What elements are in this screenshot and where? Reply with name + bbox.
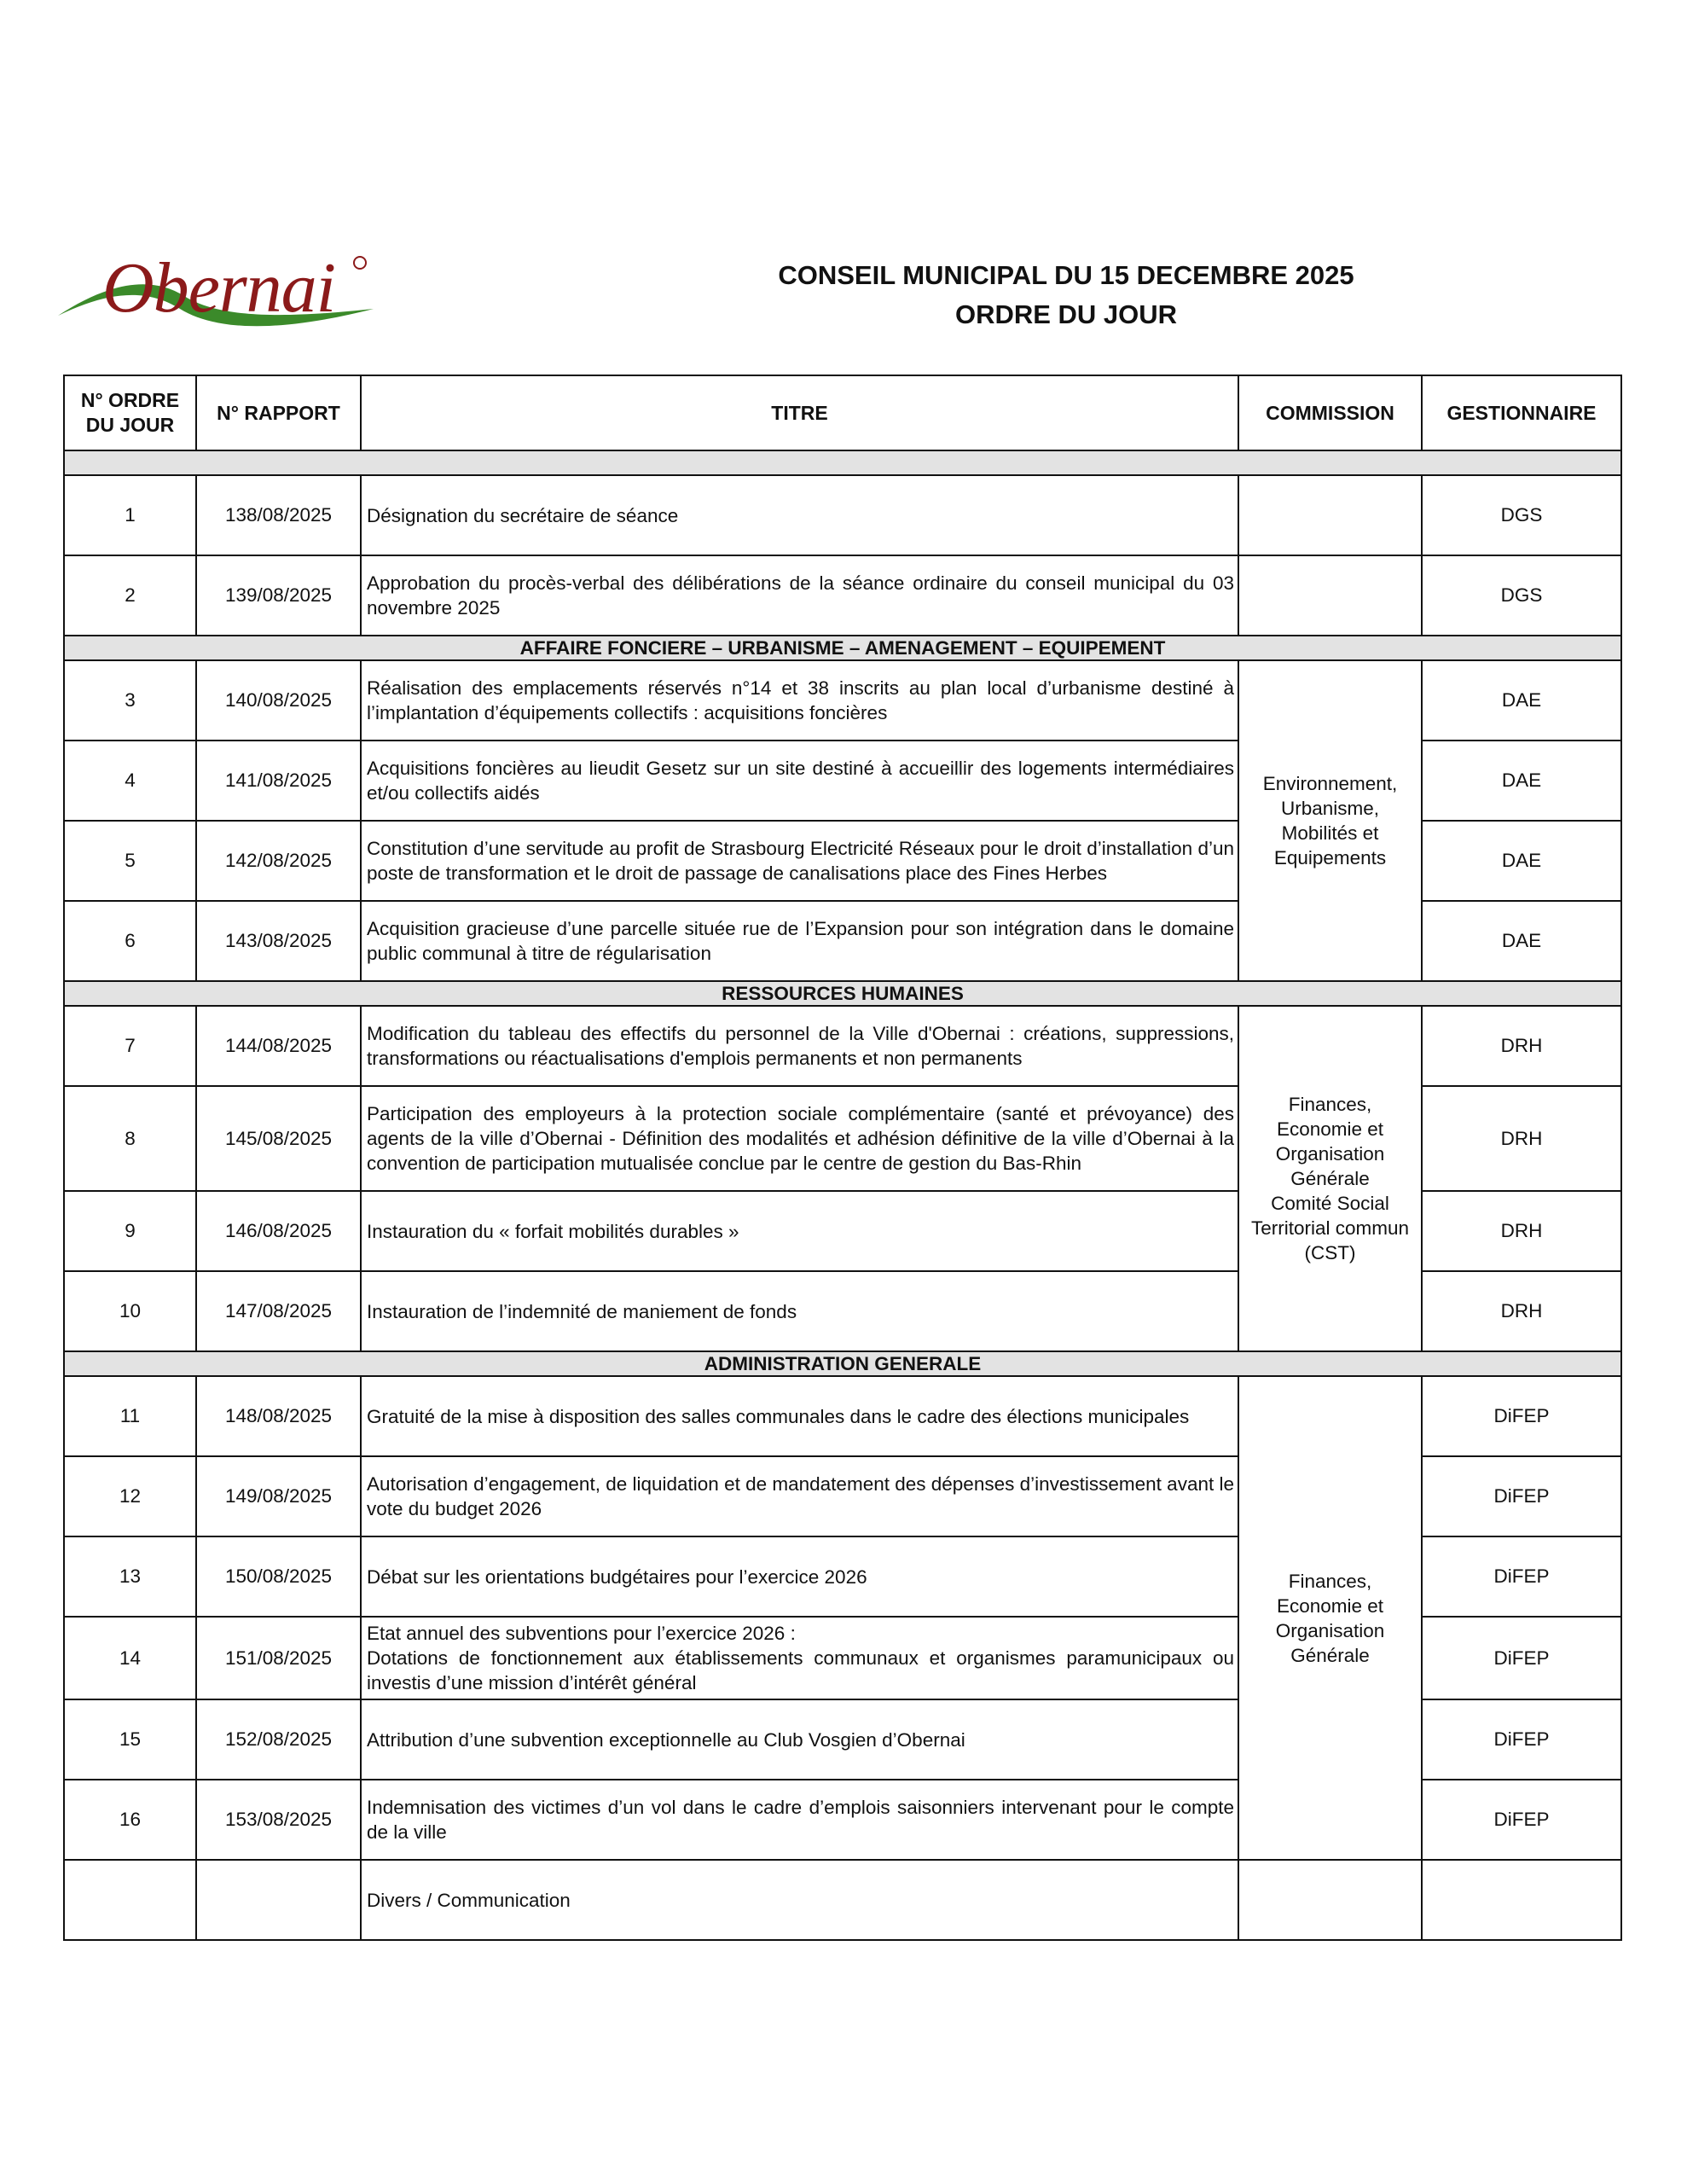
titre-line: Etat annuel des subventions pour l’exercice 2026 : xyxy=(367,1623,796,1644)
cell-num: 9 xyxy=(64,1191,196,1271)
page-title xyxy=(648,256,1484,334)
obernai-logo xyxy=(56,249,380,334)
cell-gestionnaire: DAE xyxy=(1422,901,1621,981)
cell-gestionnaire: DRH xyxy=(1422,1271,1621,1351)
cell-commission xyxy=(1238,475,1422,555)
commission-line: Urbanisme, xyxy=(1280,798,1380,819)
cell-titre: Désignation du secrétaire de séance xyxy=(361,475,1238,555)
cell-gestionnaire: DRH xyxy=(1422,1191,1621,1271)
cell-num: 4 xyxy=(64,741,196,821)
title-line-1: CONSEIL MUNICIPAL DU 15 DECEMBRE 2025 xyxy=(778,260,1354,290)
cell-titre: Débat sur les orientations budgétaires pour l’exercice 2026 xyxy=(361,1536,1238,1617)
col-header-titre: TITRE xyxy=(361,375,1238,450)
cell-num: 8 xyxy=(64,1086,196,1191)
section-row xyxy=(64,981,1621,1006)
cell-titre: Gratuité de la mise à disposition des salles communales dans le cadre des élections municipales xyxy=(361,1376,1238,1456)
cell-num: 1 xyxy=(64,475,196,555)
cell-titre: Acquisitions foncières au lieudit Gesetz sur un site destiné à accueillir des logements intermédiaires et/ou collectifs aidés xyxy=(361,741,1238,821)
cell-gestionnaire: DAE xyxy=(1422,821,1621,901)
col-header-num-line2: DU JOUR xyxy=(85,414,175,436)
table-header-row xyxy=(64,375,1621,450)
cell-titre: Instauration du « forfait mobilités durables » xyxy=(361,1191,1238,1271)
commission-line: Générale xyxy=(1290,1168,1370,1189)
table-row xyxy=(64,1376,1621,1456)
table-row xyxy=(64,1006,1621,1086)
title-line-2: ORDRE DU JOUR xyxy=(954,299,1178,329)
cell-num: 5 xyxy=(64,821,196,901)
cell-gestionnaire: DGS xyxy=(1422,475,1621,555)
cell-titre: Réalisation des emplacements réservés n°14 et 38 inscrits au plan local d’urbanisme destiné à l’implantation d’équipements collectifs : acquisitions foncières xyxy=(361,660,1238,741)
commission-line: Economie et xyxy=(1276,1594,1384,1617)
cell-num: 2 xyxy=(64,555,196,636)
cell-num: 14 xyxy=(64,1617,196,1699)
cell-gestionnaire: DiFEP xyxy=(1422,1376,1621,1456)
cell-rapport xyxy=(196,1860,361,1940)
cell-commission xyxy=(1238,1860,1422,1940)
cell-rapport: 143/08/2025 xyxy=(196,901,361,981)
commission-line: Territorial commun xyxy=(1250,1217,1410,1239)
spacer-row xyxy=(64,450,1621,475)
commission-line: Economie et xyxy=(1276,1118,1384,1140)
cell-titre: Constitution d’une servitude au profit de Strasbourg Electricité Réseaux pour le droit d’installation d’un poste de transformation et le droit de passage de canalisations place des Fines Herbes xyxy=(361,821,1238,901)
commission-line: Environnement, xyxy=(1262,773,1398,794)
col-header-num xyxy=(64,375,196,450)
cell-num: 13 xyxy=(64,1536,196,1617)
cell-gestionnaire: DAE xyxy=(1422,741,1621,821)
cell-gestionnaire: DiFEP xyxy=(1422,1780,1621,1860)
commission-line: Générale xyxy=(1290,1644,1370,1666)
table-row xyxy=(64,555,1621,636)
cell-rapport: 144/08/2025 xyxy=(196,1006,361,1086)
section-row xyxy=(64,636,1621,660)
section-row xyxy=(64,1351,1621,1376)
cell-num: 6 xyxy=(64,901,196,981)
titre-line: Dotations de fonctionnement aux établissements communaux et organismes paramunicipaux ou investis d’une mission d’intérêt général xyxy=(367,1647,1234,1693)
cell-num: 10 xyxy=(64,1271,196,1351)
cell-commission-finances xyxy=(1238,1376,1422,1860)
cell-gestionnaire: DiFEP xyxy=(1422,1617,1621,1699)
cell-gestionnaire: DRH xyxy=(1422,1006,1621,1086)
cell-rapport: 146/08/2025 xyxy=(196,1191,361,1271)
cell-num: 12 xyxy=(64,1456,196,1536)
cell-rapport: 149/08/2025 xyxy=(196,1456,361,1536)
cell-num: 7 xyxy=(64,1006,196,1086)
cell-gestionnaire: DRH xyxy=(1422,1086,1621,1191)
cell-titre: Acquisition gracieuse d’une parcelle située rue de l’Expansion pour son intégration dans le domaine public communal à titre de régularisation xyxy=(361,901,1238,981)
cell-rapport: 139/08/2025 xyxy=(196,555,361,636)
section-title: ADMINISTRATION GENERALE xyxy=(64,1351,1621,1376)
cell-titre: Modification du tableau des effectifs du personnel de la Ville d'Obernai : créations, suppressions, transformations ou réactualisations d'emplois permanents et non permanents xyxy=(361,1006,1238,1086)
cell-rapport: 153/08/2025 xyxy=(196,1780,361,1860)
cell-rapport: 150/08/2025 xyxy=(196,1536,361,1617)
commission-line: Finances, xyxy=(1288,1094,1372,1115)
commission-line: Equipements xyxy=(1273,847,1387,868)
table-row xyxy=(64,475,1621,555)
commission-line: Organisation xyxy=(1275,1143,1385,1165)
cell-num: 15 xyxy=(64,1699,196,1780)
cell-rapport: 140/08/2025 xyxy=(196,660,361,741)
spacer-cell xyxy=(64,450,1621,475)
cell-commission xyxy=(1238,555,1422,636)
commission-line: Finances, xyxy=(1288,1570,1372,1592)
cell-titre: Participation des employeurs à la protection sociale complémentaire (santé et prévoyance) des agents de la ville d’Obernai - Définition des modalités et adhésion définitive de la ville d’Obernai à la convention de participation mutualisée conclue par le centre de gestion du Bas-Rhin xyxy=(361,1086,1238,1191)
commission-line: Comité Social xyxy=(1271,1193,1389,1214)
cell-gestionnaire: DiFEP xyxy=(1422,1699,1621,1780)
commission-line: (CST) xyxy=(1304,1242,1356,1263)
cell-titre: Approbation du procès-verbal des délibérations de la séance ordinaire du conseil municipal du 03 novembre 2025 xyxy=(361,555,1238,636)
cell-gestionnaire: DGS xyxy=(1422,555,1621,636)
cell-num xyxy=(64,1860,196,1940)
cell-titre: Autorisation d’engagement, de liquidation et de mandatement des dépenses d’investissement avant le vote du budget 2026 xyxy=(361,1456,1238,1536)
cell-rapport: 152/08/2025 xyxy=(196,1699,361,1780)
cell-rapport: 138/08/2025 xyxy=(196,475,361,555)
cell-gestionnaire xyxy=(1422,1860,1621,1940)
cell-rapport: 148/08/2025 xyxy=(196,1376,361,1456)
cell-rapport: 141/08/2025 xyxy=(196,741,361,821)
col-header-commission: COMMISSION xyxy=(1238,375,1422,450)
col-header-rapport: N° RAPPORT xyxy=(196,375,361,450)
cell-rapport: 147/08/2025 xyxy=(196,1271,361,1351)
cell-titre: Indemnisation des victimes d’un vol dans le cadre d’emplois saisonniers intervenant pour le compte de la ville xyxy=(361,1780,1238,1860)
agenda-table xyxy=(63,375,1622,1941)
cell-titre: Divers / Communication xyxy=(361,1860,1238,1940)
cell-gestionnaire: DiFEP xyxy=(1422,1456,1621,1536)
cell-rapport: 142/08/2025 xyxy=(196,821,361,901)
cell-gestionnaire: DiFEP xyxy=(1422,1536,1621,1617)
section-title: RESSOURCES HUMAINES xyxy=(64,981,1621,1006)
col-header-gestionnaire: GESTIONNAIRE xyxy=(1422,375,1621,450)
commission-line: Organisation xyxy=(1275,1619,1385,1641)
table-row xyxy=(64,1860,1621,1940)
cell-num: 3 xyxy=(64,660,196,741)
table-row xyxy=(64,660,1621,741)
cell-titre: Attribution d’une subvention exceptionnelle au Club Vosgien d’Obernai xyxy=(361,1699,1238,1780)
cell-num: 11 xyxy=(64,1376,196,1456)
cell-num: 16 xyxy=(64,1780,196,1860)
cell-rapport: 145/08/2025 xyxy=(196,1086,361,1191)
commission-line: Mobilités et xyxy=(1281,822,1379,844)
cell-commission-finances-cst xyxy=(1238,1006,1422,1351)
cell-gestionnaire: DAE xyxy=(1422,660,1621,741)
cell-titre xyxy=(361,1617,1238,1699)
col-header-num-line1: N° ORDRE xyxy=(80,389,180,411)
cell-rapport: 151/08/2025 xyxy=(196,1617,361,1699)
section-title: AFFAIRE FONCIERE – URBANISME – AMENAGEMENT – EQUIPEMENT xyxy=(64,636,1621,660)
cell-titre: Instauration de l’indemnité de maniement de fonds xyxy=(361,1271,1238,1351)
logo-text: Obernai xyxy=(102,248,335,328)
cell-commission-environnement xyxy=(1238,660,1422,981)
